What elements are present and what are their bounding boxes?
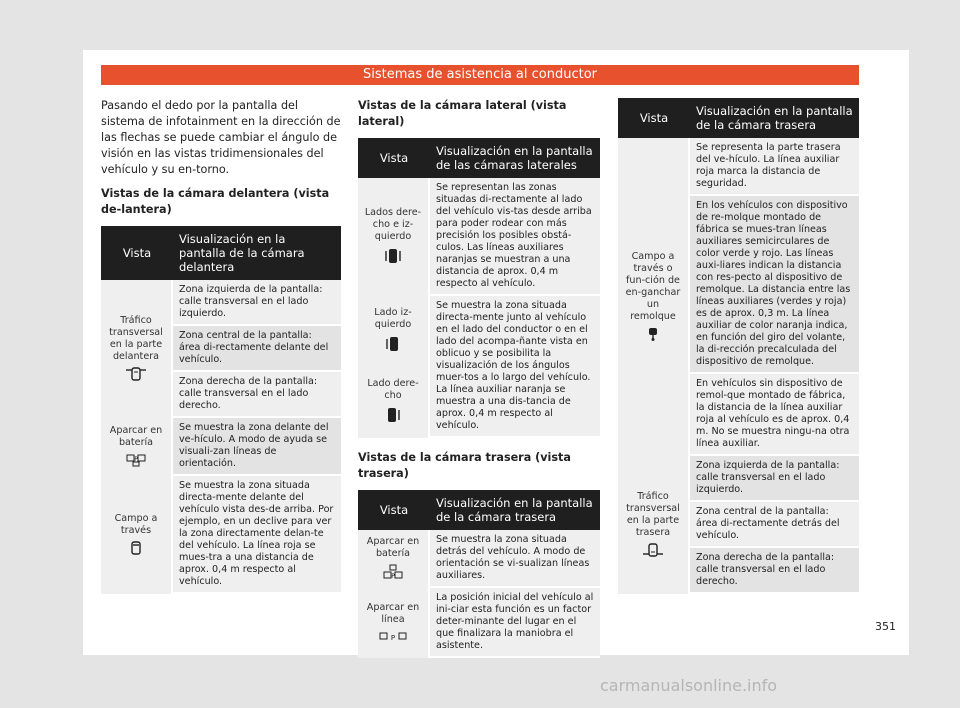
vista-cell — [618, 138, 690, 456]
table-row — [618, 138, 859, 196]
svg-text:P: P — [134, 455, 138, 463]
page-number: 351 — [875, 620, 896, 633]
parking-rear-icon — [364, 564, 422, 583]
side-left-icon — [364, 335, 422, 356]
col-header-visual: Visualización en la pantalla de las cámaras laterales — [430, 138, 600, 178]
desc-cell: Zona central de la pantalla: área di-rectamente delante del vehículo. — [173, 326, 341, 372]
column-3 — [618, 98, 859, 594]
desc-cell: Se representan las zonas situadas di-rectamente al lado del vehículo vis-tas desde arriba para poder rodear con más precisión los posibles obstá-culos. Las líneas auxiliares naranjas se muestran a una distancia de aprox. 0,4 m respecto al vehículo. — [430, 178, 600, 296]
vista-label: Lado dere-cho — [367, 378, 419, 401]
col-header-visual: Visualización en la pantalla de la cámara trasera — [690, 98, 859, 138]
table-row — [101, 418, 341, 476]
table-row — [101, 476, 341, 594]
vista-cell — [358, 367, 430, 438]
section-header: Sistemas de asistencia al conductor — [101, 65, 859, 85]
parallel-parking-icon — [364, 630, 422, 645]
vista-label: Lado iz-quierdo — [374, 307, 412, 330]
col-header-vista: Vista — [618, 98, 690, 138]
offroad-front-icon — [107, 541, 165, 558]
col-header-vista: Vista — [358, 490, 430, 530]
front-cross-traffic-icon — [107, 367, 165, 384]
desc-cell: Se muestra la zona situada directa-mente delante del vehículo vista des-de arriba. Por ejemplo, en un declive para ver la zona directamente delan-te del vehículo. La línea roja se mues-tra a una distancia de aprox. 0,4 m respecto al vehículo. — [173, 476, 341, 594]
front-camera-heading: Vistas de la cámara delantera (vista de-lantera) — [101, 187, 330, 216]
front-camera-table — [101, 226, 341, 594]
col-header-vista: Vista — [101, 226, 173, 280]
vista-label: Aparcar en batería — [109, 424, 163, 448]
table-row — [358, 530, 600, 588]
vista-cell — [358, 296, 430, 367]
side-camera-heading: Vistas de la cámara lateral (vista lateral) — [358, 99, 567, 128]
svg-text:P: P — [390, 633, 396, 642]
side-right-icon — [364, 406, 422, 427]
table-row — [358, 178, 600, 296]
svg-text:P: P — [391, 572, 395, 580]
desc-cell: Zona izquierda de la pantalla: calle transversal en el lado izquierdo. — [690, 456, 859, 502]
side-camera-table — [358, 138, 600, 438]
desc-cell: Se representa la parte trasera del ve-hículo. La línea auxiliar roja marca la distancia de seguridad. — [690, 138, 859, 196]
intro-text: Pasando el dedo por la pantalla del sistema de infotainment en la dirección de las flechas se puede cambiar el ángulo de visión en las vistas tridimensionales del vehículo y su en-torno. — [101, 99, 341, 176]
vista-cell — [101, 418, 173, 476]
vista-label: Lados dere-cho e iz-quierdo — [364, 206, 422, 242]
vista-cell — [101, 476, 173, 594]
vista-cell — [358, 178, 430, 296]
desc-cell: Se muestra la zona situada directa-mente junto al vehículo en el lado del conductor o en el lado del acompa-ñante vista en oblicuo y se posibilita la visualización de los ángulos muer-tos a lo largo del vehículo. La línea auxiliar naranja se muestra a una dis-tancia de aprox. 0,4 m respecto al vehículo. — [430, 296, 600, 438]
col-header-vista: Vista — [358, 138, 430, 178]
table-row — [358, 588, 600, 658]
vista-cell — [618, 456, 690, 594]
vista-cell — [358, 530, 430, 588]
column-2 — [358, 98, 600, 658]
vista-label: Aparcar en batería — [366, 535, 420, 559]
vista-label: Tráfico transversal en la parte trasera — [626, 490, 680, 538]
desc-cell: En los vehículos con dispositivo de re-molque montado de fábrica se mues-tran líneas auxiliares semicirculares de color verde y rojo. Las líneas auxi-liares indican la distancia con res-pecto al dispositivo de remolque. La distancia entre las líneas auxiliares (verdes y roja) es de aprox. 0,3 m. La línea auxiliar de color naranja indica, en función del giro del volante, la di-rección precalculada del dispositivo de remolque. — [690, 196, 859, 374]
desc-cell: Zona derecha de la pantalla: calle transversal en el lado derecho. — [173, 372, 341, 418]
desc-cell: La posición inicial del vehículo al ini-ciar esta función es un factor deter-minante del lugar en el que finalizara la maniobra el asistente. — [430, 588, 600, 658]
desc-cell: Zona central de la pantalla: área di-rectamente detrás del vehículo. — [690, 502, 859, 548]
vista-cell — [358, 588, 430, 658]
vista-cell — [101, 280, 173, 418]
rear-cross-traffic-icon — [624, 543, 682, 560]
vista-label: Aparcar en línea — [366, 601, 420, 625]
column-1 — [101, 98, 341, 594]
rear-camera-table-b — [618, 98, 859, 594]
col-header-visual: Visualización en la pantalla de la cámara trasera — [430, 490, 600, 530]
table-row — [101, 280, 341, 326]
rear-camera-table-a — [358, 490, 600, 658]
col-header-visual: Visualización en la pantalla de la cámara delantera — [173, 226, 341, 280]
desc-cell: Se muestra la zona delante del ve-hículo. A modo de ayuda se visuali-zan líneas de orientación. — [173, 418, 341, 476]
desc-cell: Zona derecha de la pantalla: calle transversal en el lado derecho. — [690, 548, 859, 594]
desc-cell: Zona izquierda de la pantalla: calle transversal en el lado izquierdo. — [173, 280, 341, 326]
watermark: carmanualsonline.info — [600, 676, 778, 695]
table-row — [358, 296, 600, 367]
desc-cell: En vehículos sin dispositivo de remol-que montado de fábrica, la distancia de la línea auxiliar roja al vehículo es de aprox. 0,4 m. No se muestra ningu-na otra línea auxiliar. — [690, 374, 859, 456]
vista-label: Campo a través — [114, 512, 158, 536]
parking-front-icon — [107, 453, 165, 470]
table-row — [618, 456, 859, 502]
vista-label: Tráfico transversal en la parte delantera — [109, 314, 163, 362]
desc-cell: Se muestra la zona situada detrás del vehículo. A modo de orientación se vi-sualizan líneas auxiliares. — [430, 530, 600, 588]
rear-camera-heading: Vistas de la cámara trasera (vista trasera) — [358, 451, 571, 480]
side-both-icon — [364, 247, 422, 268]
vista-label: Campo a través o fun-ción de en-ganchar un remolque — [625, 250, 681, 322]
trailer-hitch-icon — [624, 327, 682, 344]
